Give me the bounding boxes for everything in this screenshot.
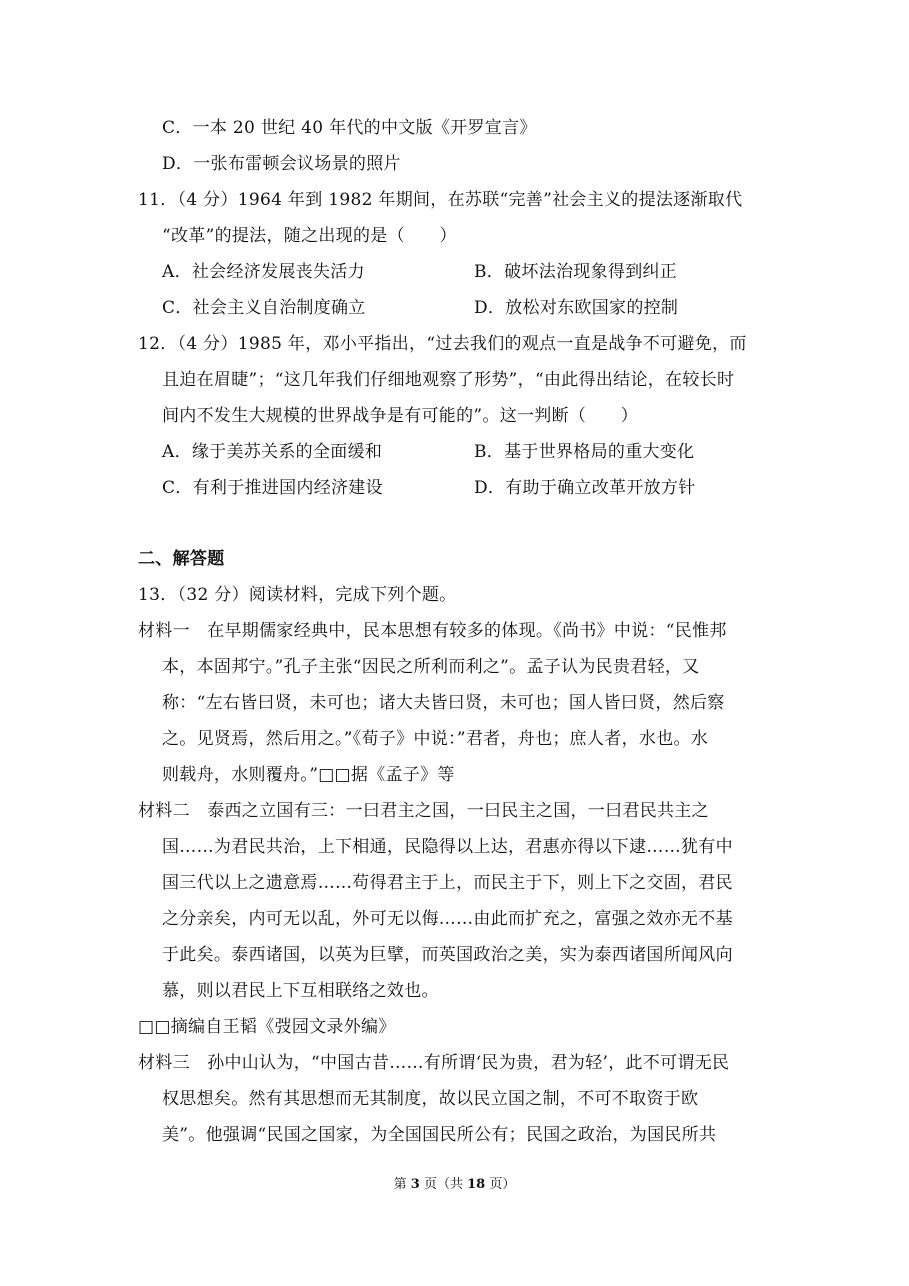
material1-line4: 之。见贤焉，然后用之。”《荀子》中说：”君者，舟也；庶人者，水也。水 bbox=[162, 729, 709, 749]
q11-option-a: A．社会经济发展丧失活力 bbox=[162, 262, 365, 282]
q12-stem-line2: 且迫在眉睫”；“这几年我们仔细地观察了形势”，“由此得出结论，在较长时 bbox=[162, 370, 735, 390]
material3-line2: 权思想矣。然有其思想而无其制度，故以民立国之制，不可不取资于欧 bbox=[162, 1089, 699, 1109]
material1-line2: 本，本固邦宁。”孔子主张“因民之所利而利之”。孟子认为民贵君轻，又 bbox=[162, 657, 700, 677]
material2-line1: 材料二 泰西之立国有三：一曰君主之国，一曰民主之国，一曰君民共主之 bbox=[138, 801, 709, 821]
material1-line3: 称：“左右皆曰贤，未可也；诸大夫皆曰贤，未可也；国人皆曰贤，然后察 bbox=[162, 693, 725, 713]
material1-line1: 材料一 在早期儒家经典中，民本思想有较多的体现。《尚书》中说：“民惟邦 bbox=[138, 621, 727, 641]
material1-line5: 则载舟，水则覆舟。”□□据《孟子》等 bbox=[162, 765, 455, 785]
q12-option-a: A．缘于美苏关系的全面缓和 bbox=[162, 442, 383, 462]
q13-stem: 13．（32 分）阅读材料，完成下列个题。 bbox=[138, 585, 457, 605]
q12-option-c: C．有利于推进国内经济建设 bbox=[162, 478, 383, 498]
q12-stem-line1: 12．（4 分）1985 年，邓小平指出，“过去我们的观点一直是战争不可避免，而 bbox=[138, 334, 747, 354]
q11-option-b: B．破坏法治现象得到纠正 bbox=[474, 262, 678, 282]
material2-line3: 国三代以上之遗意焉……苟得君主于上，而民主于下，则上下之交固，君民 bbox=[162, 873, 733, 893]
footer-middle: 页（共 bbox=[423, 1177, 463, 1192]
material2-line6: 慕，则以君民上下互相联络之效也。 bbox=[162, 981, 439, 1001]
footer-page-number: 3 bbox=[410, 1177, 420, 1192]
material2-line5: 于此矣。泰西诸国，以英为巨擘，而英国政治之美，实为泰西诸国所闻风向 bbox=[162, 945, 733, 965]
q11-option-c: C．社会主义自治制度确立 bbox=[162, 298, 366, 318]
footer-prefix: 第 bbox=[393, 1177, 407, 1192]
q12-option-d: D．有助于确立改革开放方针 bbox=[474, 478, 696, 498]
footer-total-pages: 18 bbox=[467, 1177, 486, 1192]
q10-option-d: D．一张布雷顿会议场景的照片 bbox=[162, 154, 401, 174]
q11-option-d: D．放松对东欧国家的控制 bbox=[474, 298, 679, 318]
material2-line4: 之分亲矣，内可无以乱，外可无以侮……由此而扩充之，富强之效亦无不基 bbox=[162, 909, 733, 929]
material2-source: □□摘编自王韬《弢园文录外编》 bbox=[138, 1017, 396, 1037]
q10-option-c: C．一本 20 世纪 40 年代的中文版《开罗宣言》 bbox=[162, 118, 537, 138]
material3-line3: 美”。他强调“民国之国家，为全国国民所公有；民国之政治，为国民所共 bbox=[162, 1125, 717, 1145]
q11-stem-line1: 11．（4 分）1964 年到 1982 年期间，在苏联“完善”社会主义的提法逐渐取代 bbox=[138, 190, 743, 210]
q12-option-b: B．基于世界格局的重大变化 bbox=[474, 442, 695, 462]
q12-stem-line3: 间内不发生大规模的世界战争是有可能的”。这一判断（ ） bbox=[162, 406, 639, 426]
q11-stem-line2: “改革”的提法，随之出现的是（ ） bbox=[162, 226, 457, 246]
footer-suffix: 页） bbox=[489, 1177, 516, 1192]
material2-line2: 国……为君民共治，上下相通，民隐得以上达，君惠亦得以下逮……犹有中 bbox=[162, 837, 733, 857]
section-heading: 二、解答题 bbox=[138, 549, 225, 569]
page-footer bbox=[0, 1176, 909, 1194]
material3-line1: 材料三 孙中山认为，“中国古昔……有所谓‘民为贵，君为轻’，此不可谓无民 bbox=[138, 1053, 730, 1073]
